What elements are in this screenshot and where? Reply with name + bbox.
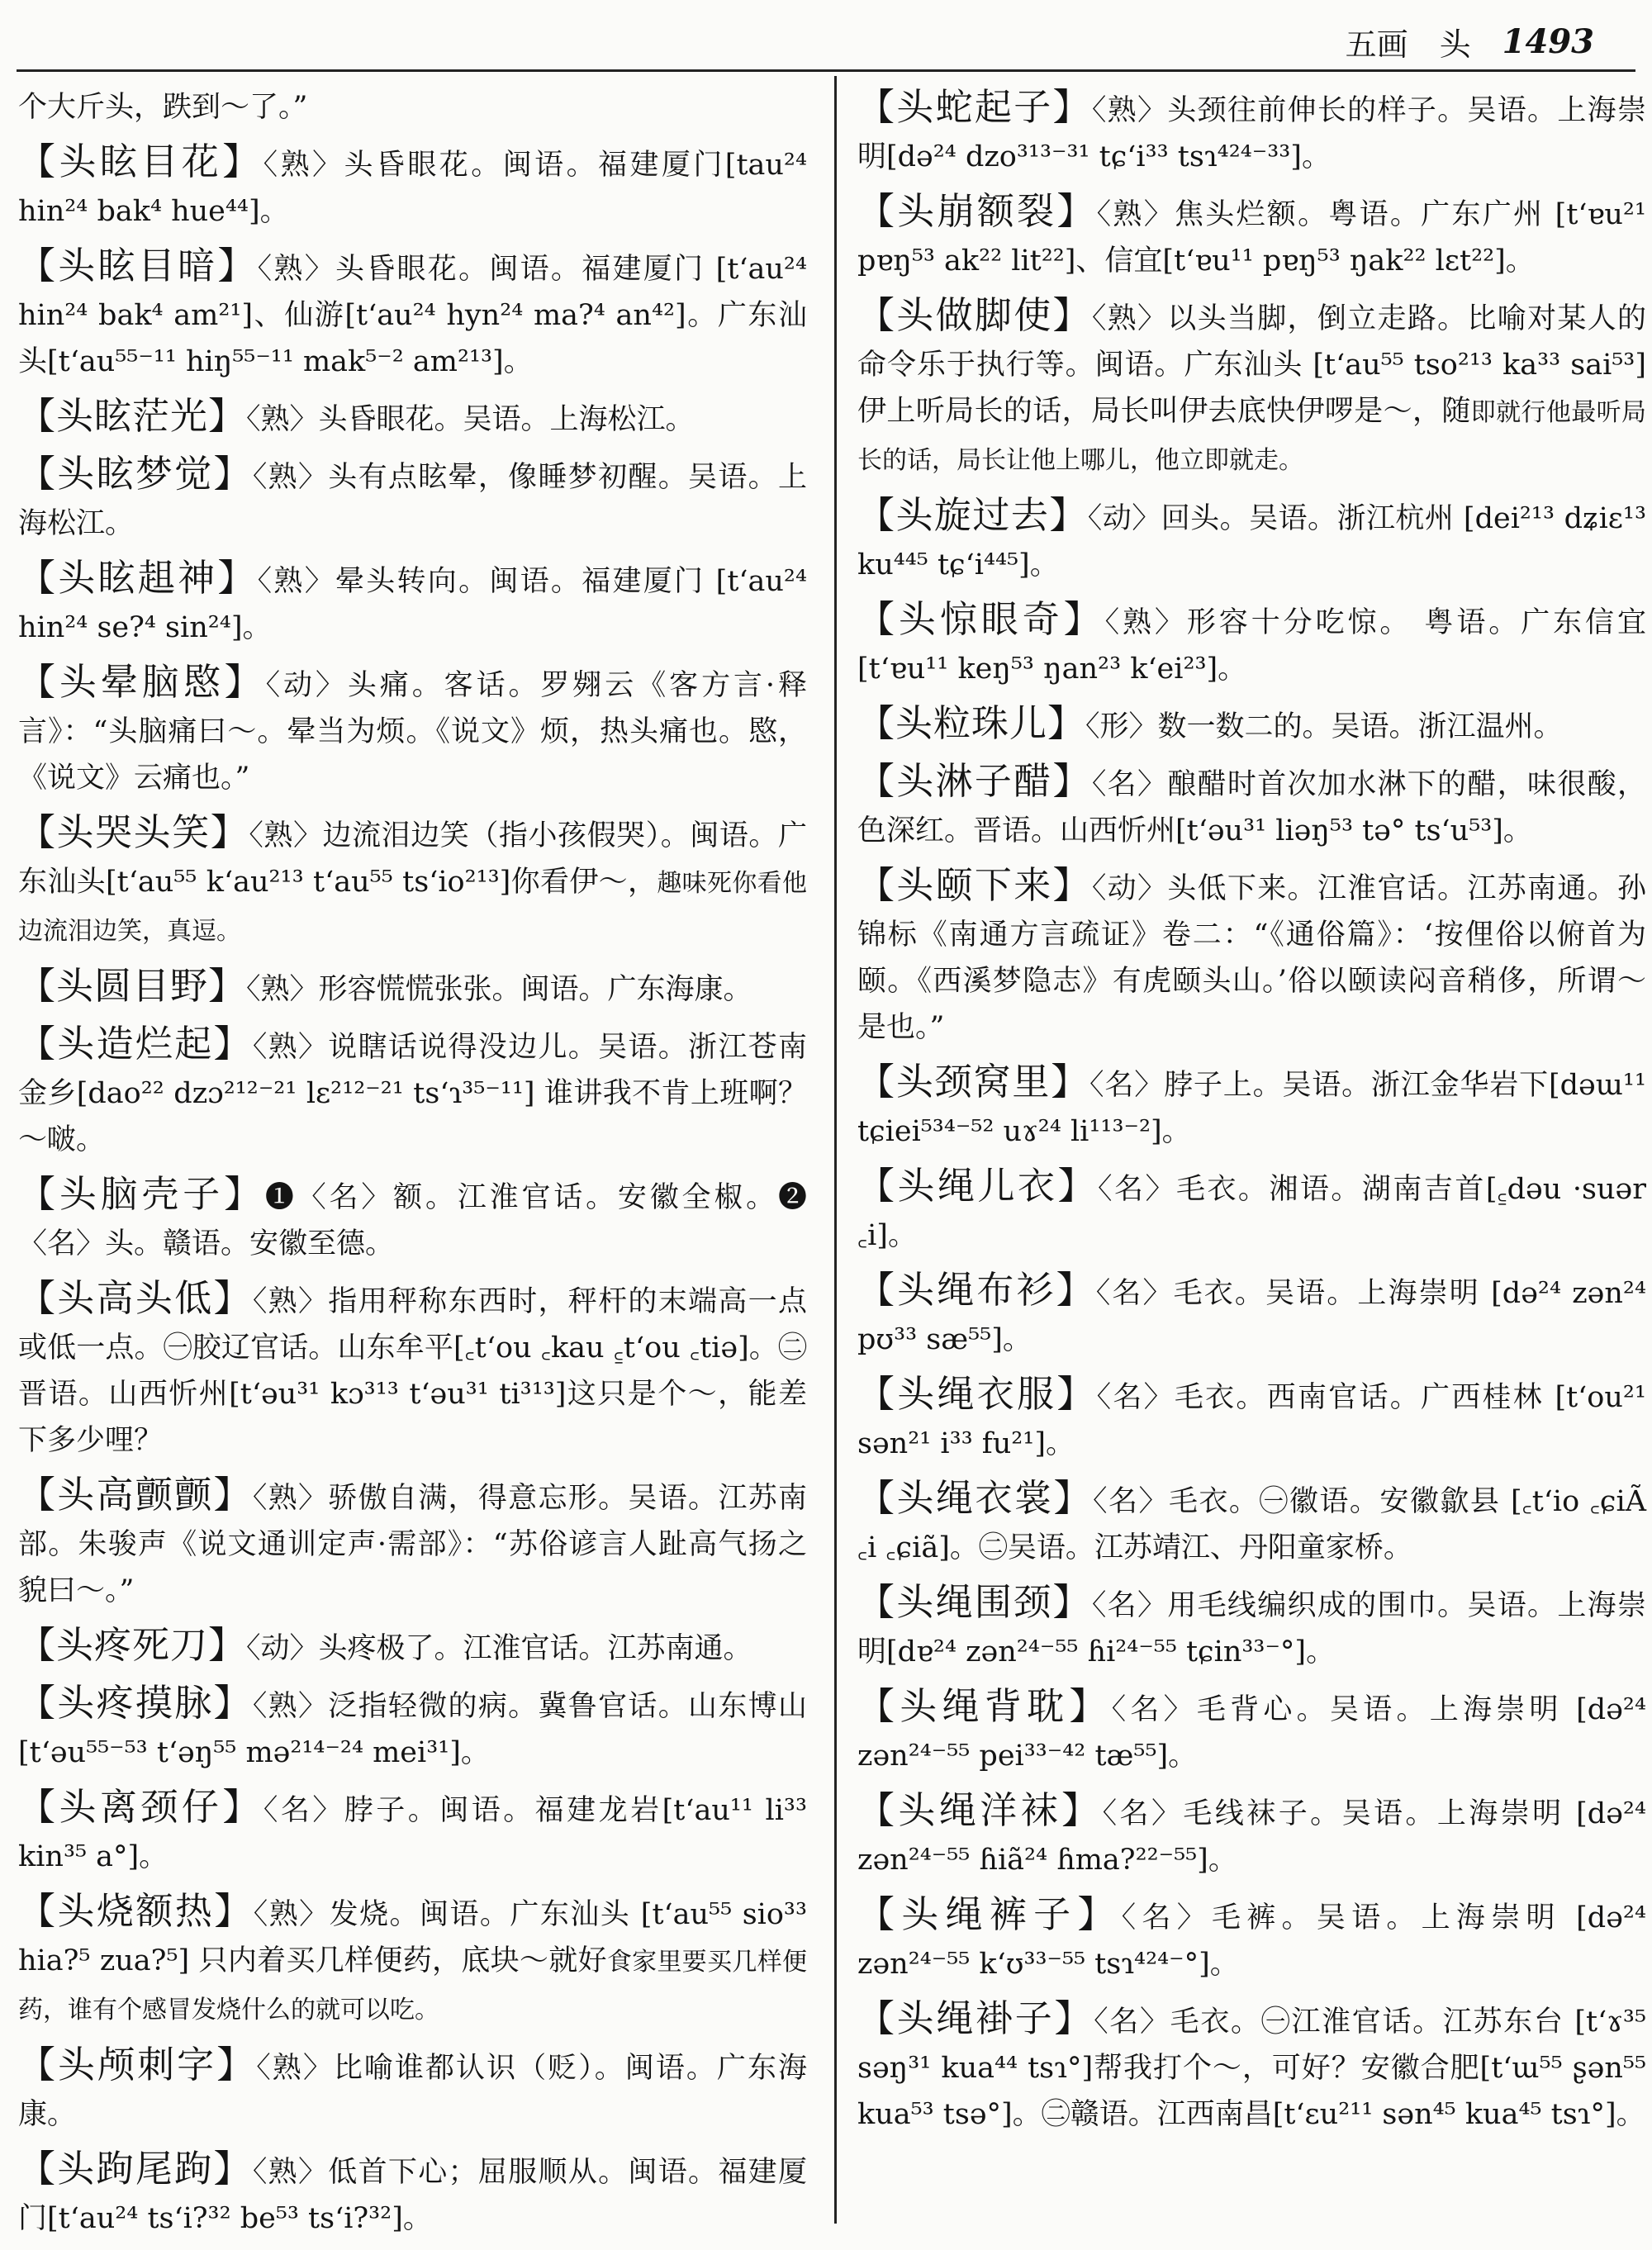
dictionary-entry (18, 139, 807, 235)
headword: 【头高颤颤】 (18, 1473, 253, 1517)
dictionary-entry (857, 1996, 1646, 2138)
dictionary-entry (857, 84, 1646, 180)
headword: 【头颅刺字】 (18, 2043, 257, 2086)
dictionary-entry (18, 1275, 807, 1464)
definition: 〈动〉头痛。客话。罗翙云《客方言·释言》：“头脑痛曰～。晕当为烦。《说文》烦，热头痛也。愍，《说文》云痛也。” (18, 669, 807, 795)
dictionary-entry (857, 1371, 1646, 1467)
example-gloss: 趣味死你看他边流泪边笑，真逗。 (18, 869, 808, 946)
dictionary-entry (857, 1059, 1646, 1155)
definition: 〈熟〉边流泪边笑（指小孩假哭）。闽语。广东汕头[t‘au⁵⁵ k‘au²¹³ t‘au⁵⁵ ts‘io²¹³]你看伊～， (18, 819, 807, 899)
headword: 【头造烂起】 (18, 1022, 253, 1066)
headword: 【头惊眼奇】 (857, 597, 1105, 641)
dictionary-entry (18, 659, 807, 801)
definition: 〈熟〉形容慌慌张张。闽语。广东海康。 (246, 973, 752, 1006)
headword: 【头崩额裂】 (857, 189, 1097, 233)
definition: 〈动〉头疼极了。江淮官话。江苏南通。 (246, 1632, 752, 1665)
definition: 〈熟〉以头当脚，倒立走路。比喻对某人的命令乐于执行等。闽语。广东汕头 [t‘au⁵⁵ tso²¹³ ka³³ sai⁵³]伊上听局长的话，局长叫伊去底快伊啰是～，随 (857, 302, 1646, 428)
dictionary-entry (857, 1475, 1646, 1571)
dictionary-entry (857, 862, 1646, 1051)
definition: 〈熟〉头昏眼花。闽语。福建厦门 [t‘au²⁴ hin²⁴ bak⁴ am²¹]、仙游[t‘au²⁴ hyn²⁴ ma?⁴ an⁴²]。广东汕头[t‘au⁵⁵⁻¹¹ hiŋ⁵⁵⁻¹¹ mak⁵⁻² am²¹³]。 (18, 253, 807, 378)
headword: 【头眩趄神】 (18, 556, 258, 600)
header-rule (17, 69, 1635, 72)
headword: 【头绳背耽】 (857, 1684, 1112, 1728)
definition: 〈名〉用毛线编织成的围巾。吴语。上海崇明[dɐ²⁴ zən²⁴⁻⁵⁵ ɦi²⁴⁻⁵⁵ tɕin³³⁻°]。 (857, 1589, 1646, 1669)
definition: 〈熟〉焦头烂额。粤语。广东广州 [t‘ɐu²¹ pɐŋ⁵³ ak²² lit²²]、信宜[t‘ɐu¹¹ pɐŋ⁵³ ŋak²² lɛt²²]。 (857, 198, 1646, 278)
definition: 〈名〉毛衣。㊀江淮官话。江苏东台 [t‘ɤ³⁵ səŋ³¹ kua⁴⁴ tsɿ°]帮我打个～，可好？安徽合肥[t‘ɯ⁵⁵ ʂən⁵⁵ kua⁵³ tsə°]。㊁赣语。江西南昌[t‘ɛu²¹¹ sən⁴⁵ kua⁴⁵ tsɿ°]。 (857, 2006, 1646, 2131)
definition: 〈熟〉发烧。闽语。广东汕头 [t‘au⁵⁵ sio³³ hia?⁵ zua?⁵] 只内着买几样便药，底块～就好 (18, 1898, 807, 1977)
continuation-text: 个大斤头，跌到～了。” (18, 91, 308, 124)
headword: 【头跔尾跔】 (18, 2147, 253, 2191)
definition: 〈名〉酿醋时首次加水淋下的醋，味很酸，色深红。晋语。山西忻州[t‘əu³¹ liəŋ⁵³ tə° ts‘u⁵³]。 (857, 768, 1646, 847)
headword: 【头眩茫光】 (18, 394, 247, 438)
definition: 〈熟〉低首下心；屈服顺从。闽语。福建厦门[t‘au²⁴ ts‘i?³² be⁵³ ts‘i?³²]。 (18, 2156, 807, 2235)
headword: 【头疼死刀】 (18, 1623, 247, 1667)
right-column (857, 84, 1646, 2146)
dictionary-entry (18, 1021, 807, 1163)
headword: 【头眩目暗】 (18, 244, 258, 287)
dictionary-entry (857, 1579, 1646, 1675)
dictionary-entry (18, 393, 807, 443)
dictionary-entry (18, 2146, 807, 2242)
definition: 〈熟〉头有点眩晕，像睡梦初醒。吴语。上海松江。 (18, 461, 807, 540)
dictionary-entry (857, 758, 1646, 854)
definition: 〈熟〉晕头转向。闽语。福建厦门 [t‘au²⁴ hin²⁴ se?⁴ sin²⁴]。 (18, 565, 807, 644)
headword: 【头绳裤子】 (857, 1892, 1122, 1936)
dictionary-entry (857, 1267, 1646, 1363)
headword: 【头哭头笑】 (18, 810, 249, 854)
page-header (1346, 18, 1594, 64)
dictionary-entry (857, 1892, 1646, 1987)
dictionary-entry (18, 1888, 807, 2034)
definition: 〈熟〉泛指轻微的病。冀鲁官话。山东博山[t‘əu⁵⁵⁻⁵³ t‘əŋ⁵⁵ mə²¹⁴⁻²⁴ mei³¹]。 (18, 1690, 807, 1769)
definition: 〈熟〉头昏眼花。闽语。福建厦门[tau²⁴ hin²⁴ bak⁴ hue⁴⁴]。 (18, 149, 807, 228)
headword: 【头颈窝里】 (857, 1060, 1090, 1104)
definition: 〈名〉毛衣。吴语。上海崇明 [də²⁴ zən²⁴ pʊ³³ sæ⁵⁵]。 (857, 1277, 1646, 1356)
headword: 【头疼摸脉】 (18, 1681, 253, 1725)
dictionary-entry (18, 2042, 807, 2138)
headword: 【头高头低】 (18, 1276, 253, 1320)
headword: 【头眩梦觉】 (18, 452, 253, 496)
headword: 【头绳布衫】 (857, 1268, 1096, 1312)
left-column (18, 84, 807, 2250)
definition: 〈名〉毛衣。㊀徽语。安徽歙县 [꜀t‘io ꜀ɕiÃ ꜀i ꜀ɕiã]。㊁吴语。江苏靖江、丹阳童家桥。 (857, 1485, 1646, 1564)
headword: 【头离颈仔】 (18, 1785, 263, 1829)
headword: 【头绳儿衣】 (857, 1164, 1098, 1208)
dictionary-entry (18, 555, 807, 651)
headword: 【头眩目花】 (18, 140, 263, 183)
definition: 〈名〉毛背心。吴语。上海崇明 [də²⁴ zən²⁴⁻⁵⁵ pei³³⁻⁴² tæ⁵⁵]。 (857, 1693, 1646, 1773)
dictionary-entry (18, 451, 807, 547)
headword: 【头淋子醋】 (857, 759, 1092, 803)
headword: 【头绳褂子】 (857, 1996, 1094, 2040)
headword: 【头粒珠儿】 (857, 701, 1086, 745)
dictionary-entry (857, 492, 1646, 588)
definition: 〈名〉脖子。闽语。福建龙岩[t‘au¹¹ li³³ kin³⁵ a°]。 (18, 1794, 807, 1873)
headword: 【头绳衣裳】 (857, 1476, 1093, 1520)
headword: 【头绳洋袜】 (857, 1788, 1103, 1832)
dictionary-entry (18, 1680, 807, 1776)
definition: 〈名〉毛衣。湘语。湖南吉首[꜁dəu ·suər ꜀i]。 (857, 1173, 1646, 1252)
headword: 【头烧额热】 (18, 1889, 254, 1933)
definition: ❶〈名〉额。江淮官话。安徽全椒。❷〈名〉头。赣语。安徽至德。 (18, 1181, 807, 1260)
dictionary-entry (857, 188, 1646, 284)
column-divider (834, 76, 837, 2224)
dictionary-entry (18, 1622, 807, 1672)
dictionary-entry (18, 963, 807, 1013)
dictionary-entry (857, 700, 1646, 750)
definition: 〈名〉毛线袜子。吴语。上海崇明 [də²⁴ zən²⁴⁻⁵⁵ ɦiã²⁴ ɦma?²²⁻⁵⁵]。 (857, 1797, 1646, 1877)
definition: 〈熟〉指用秤称东西时，秤杆的末端高一点或低一点。㊀胶辽官话。山东牟平[꜀t‘ou ꜀kau ꜁t‘ou ꜀tiə]。㊁晋语。山西忻州[t‘əu³¹ kɔ³¹³ t‘əu³¹ ti³¹³]这只是个～，能差下多少哩？ (18, 1285, 807, 1457)
dictionary-entry (857, 292, 1646, 484)
dictionary-entry (857, 1163, 1646, 1259)
definition: 〈名〉毛衣。西南官话。广西桂林 [t‘ou²¹ sən²¹ i³³ fu²¹]。 (857, 1381, 1646, 1460)
dictionary-entry (18, 809, 807, 955)
definition: 〈熟〉头昏眼花。吴语。上海松江。 (246, 403, 695, 436)
headword: 【头脑壳子】 (18, 1172, 265, 1216)
headword: 【头做脚使】 (857, 293, 1092, 337)
headword: 【头旋过去】 (857, 493, 1088, 537)
headword: 【头颐下来】 (857, 863, 1092, 907)
dictionary-entry (857, 1787, 1646, 1883)
page-number: 1493 (1502, 21, 1594, 61)
headword: 【头晕脑愍】 (18, 660, 266, 704)
dictionary-entry (18, 1784, 807, 1880)
definition: 〈熟〉比喻谁都认识（贬）。闽语。广东海康。 (18, 2052, 807, 2131)
headword: 【头绳衣服】 (857, 1372, 1097, 1416)
definition: 〈熟〉说瞎话说得没边儿。吴语。浙江苍南金乡[dao²² dzɔ²¹²⁻²¹ lɛ²¹²⁻²¹ ts‘ɿ³⁵⁻¹¹] 谁讲我不肯上班啊？～啵。 (18, 1031, 807, 1156)
definition: 〈名〉毛裤。吴语。上海崇明 [də²⁴ zən²⁴⁻⁵⁵ k‘ʊ³³⁻⁵⁵ tsɿ⁴²⁴⁻°]。 (857, 1901, 1646, 1981)
dictionary-entry (18, 1171, 807, 1267)
definition: 〈熟〉形容十分吃惊。 粤语。广东信宜 [t‘ɐu¹¹ keŋ⁵³ ŋan²³ k‘ei²³]。 (857, 606, 1646, 686)
definition: 〈名〉脖子上。吴语。浙江金华岩下[dəɯ¹¹ tɕiei⁵³⁴⁻⁵² uɤ²⁴ li¹¹³⁻²]。 (857, 1069, 1646, 1148)
headword: 【头绳围颈】 (857, 1580, 1092, 1624)
dictionary-entry (18, 1472, 807, 1614)
example-gloss: 即就行他最听局长的话，局长让他上哪儿，他立即就走。 (857, 398, 1646, 475)
definition: 〈形〉数一数二的。吴语。浙江温州。 (1085, 710, 1563, 743)
example-gloss: 食家里要买几样便药，谁有个感冒发烧什么的就可以吃。 (18, 1948, 808, 2025)
headword: 【头圆目野】 (18, 964, 247, 1008)
dictionary-entry (18, 243, 807, 385)
definition: 〈动〉头低下来。江淮官话。江苏南通。孙锦标《南通方言疏证》卷二：“《通俗篇》：‘按俚俗以俯首为颐。《西溪梦隐志》有虎颐头山。’俗以颐读闷音稍侈，所谓～是也。” (857, 872, 1646, 1044)
definition: 〈动〉回头。吴语。浙江杭州 [dei²¹³ dʑiɛ¹³ ku⁴⁴⁵ tɕ‘i⁴⁴⁵]。 (857, 502, 1646, 581)
dictionary-entry (857, 1683, 1646, 1779)
section-label: 五画 头 (1345, 26, 1471, 63)
definition: 〈熟〉骄傲自满，得意忘形。吴语。江苏南部。朱骏声《说文通训定声·需部》：“苏俗谚言人趾高气扬之貌曰～。” (18, 1482, 807, 1607)
headword: 【头蛇起子】 (857, 85, 1092, 129)
definition: 〈熟〉头颈往前伸长的样子。吴语。上海崇明[də²⁴ dzo³¹³⁻³¹ tɕ‘i³³ tsɿ⁴²⁴⁻³³]。 (857, 94, 1646, 173)
dictionary-entry (857, 596, 1646, 692)
